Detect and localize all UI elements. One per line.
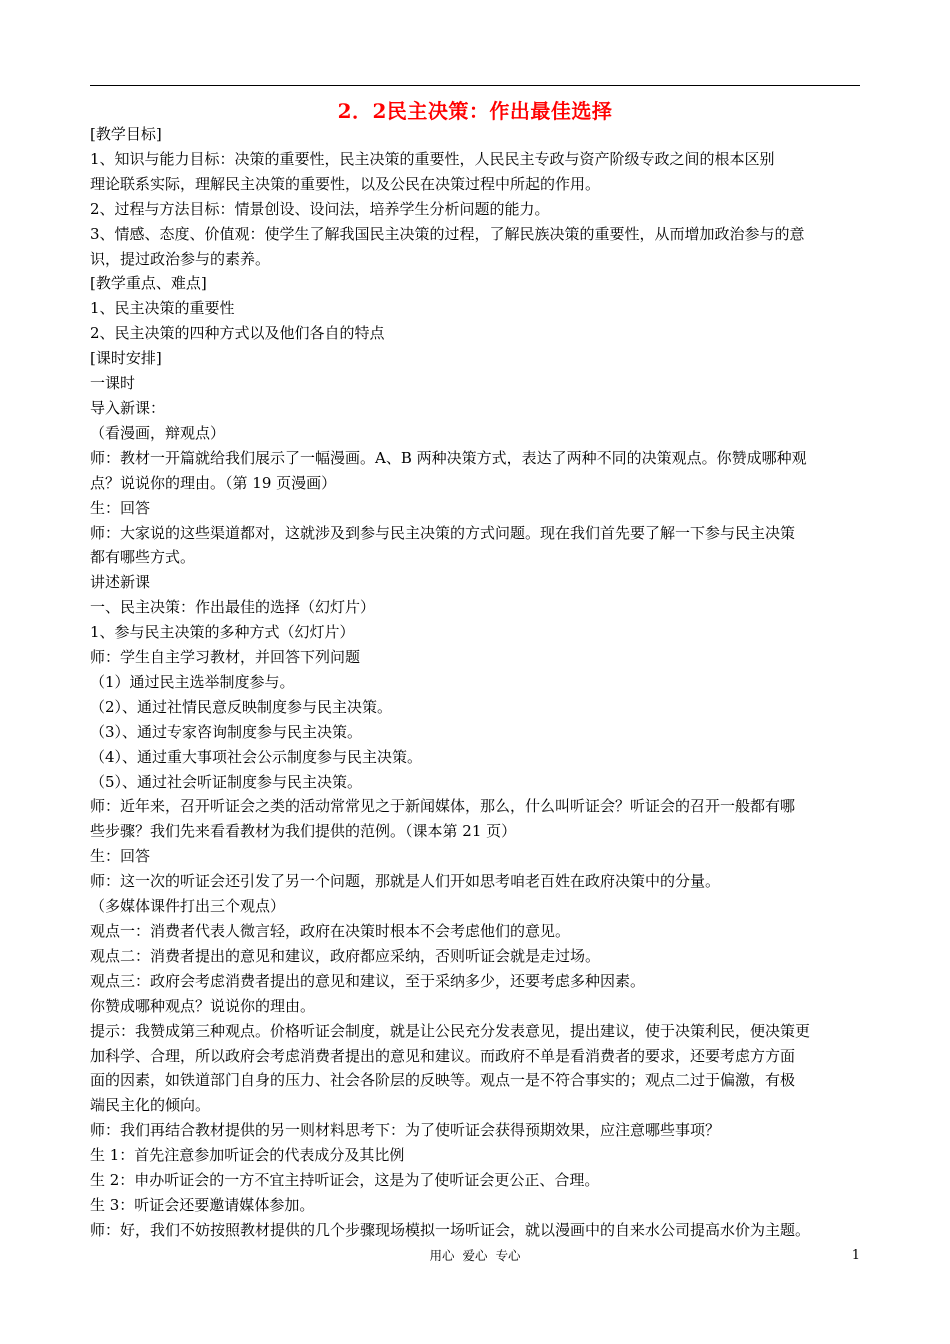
body-line: 一课时 bbox=[90, 374, 136, 393]
body-line: 师：教材一开篇就给我们展示了一幅漫画。A、B 两种决策方式，表达了两种不同的决策观点。你赞成哪种观 bbox=[90, 448, 807, 467]
body-line: 生 1：首先注意参加听证会的代表成分及其比例 bbox=[90, 1146, 405, 1165]
body-line: 都有哪些方式。 bbox=[90, 548, 196, 567]
document-title: 2．2民主决策：作出最佳选择 bbox=[337, 99, 613, 123]
body-line: 师：这一次的听证会还引发了另一个问题，那就是人们开如思考咱老百姓在政府决策中的分量。 bbox=[90, 872, 721, 891]
body-line: 点？说说你的理由。（第 19 页漫画） bbox=[90, 473, 337, 492]
body-line: 2、民主决策的四种方式以及他们各自的特点 bbox=[90, 324, 385, 343]
body-line: 观点二：消费者提出的意见和建议，政府都应采纳，否则听证会就是走过场。 bbox=[90, 946, 601, 965]
body-line: 导入新课： bbox=[90, 398, 166, 417]
body-line: 生：回答 bbox=[90, 498, 151, 517]
body-line: 师：近年来，召开听证会之类的活动常常见之于新闻媒体，那么，什么叫听证会？听证会的召开一般都有哪 bbox=[90, 797, 796, 816]
body-line: 生 2：申办听证会的一方不宜主持听证会，这是为了使听证会更公正、合理。 bbox=[90, 1171, 600, 1190]
body-line: （2）、通过社情民意反映制度参与民主决策。 bbox=[90, 697, 393, 716]
page-number: 1 bbox=[851, 1248, 860, 1263]
body-line: 生：回答 bbox=[90, 847, 151, 866]
header-rule bbox=[90, 85, 860, 86]
body-line: [教学重点、难点] bbox=[90, 274, 207, 293]
footer-text: 用心 爱心 专心 bbox=[429, 1248, 521, 1263]
body-line: 端民主化的倾向。 bbox=[90, 1096, 211, 1115]
body-line: 师：好，我们不妨按照教材提供的几个步骤现场模拟一场听证会，就以漫画中的自来水公司提高水价为主题。 bbox=[90, 1220, 811, 1239]
body-line: 师：学生自主学习教材，并回答下列问题 bbox=[90, 648, 361, 667]
body-line: [教学目标] bbox=[90, 125, 162, 143]
body-line: （1）通过民主选举制度参与。 bbox=[90, 672, 295, 691]
body-line: 1、民主决策的重要性 bbox=[90, 299, 235, 318]
body-line: （多媒体课件打出三个观点） bbox=[90, 897, 286, 916]
body-line: [课时安排] bbox=[90, 349, 162, 368]
body-line: 理论联系实际，理解民主决策的重要性，以及公民在决策过程中所起的作用。 bbox=[90, 174, 601, 193]
body-line: 3、情感、态度、价值观：使学生了解我国民主决策的过程，了解民族决策的重要性，从而增加政治参与的意 bbox=[90, 224, 805, 243]
document-body bbox=[90, 122, 862, 1243]
body-line: 师：我们再结合教材提供的另一则材料思考下：为了使听证会获得预期效果，应注意哪些事项？ bbox=[90, 1121, 721, 1140]
body-line: 些步骤？我们先来看看教材为我们提供的范例。（课本第 21 页） bbox=[90, 822, 517, 841]
body-line: 生 3：听证会还要邀请媒体参加。 bbox=[90, 1195, 315, 1214]
body-line: （3）、通过专家咨询制度参与民主决策。 bbox=[90, 722, 363, 741]
body-line: 讲述新课 bbox=[90, 573, 151, 592]
body-line: 1、参与民主决策的多种方式（幻灯片） bbox=[90, 623, 355, 642]
body-line: 提示：我赞成第三种观点。价格听证会制度，就是让公民充分发表意见，提出建议，使于决策利民，便决策更 bbox=[90, 1021, 811, 1040]
body-line: （4）、通过重大事项社会公示制度参与民主决策。 bbox=[90, 747, 423, 766]
body-line: 面的因素，如铁道部门自身的压力、社会各阶层的反映等。观点一是不符合事实的；观点二过于偏激，有极 bbox=[90, 1071, 796, 1090]
body-line: 1、知识与能力目标：决策的重要性，民主决策的重要性，人民民主专政与资产阶级专政之间的根本区别 bbox=[90, 149, 775, 168]
body-line: 识，提过政治参与的素养。 bbox=[90, 249, 271, 268]
body-line: 观点一：消费者代表人微言轻，政府在决策时根本不会考虑他们的意见。 bbox=[90, 922, 571, 940]
body-line: （看漫画，辩观点） bbox=[90, 423, 226, 442]
body-line: 加科学、合理，所以政府会考虑消费者提出的意见和建议。而政府不单是看消费者的要求，还要考虑方方面 bbox=[90, 1046, 796, 1065]
body-line: 一、民主决策：作出最佳的选择（幻灯片） bbox=[90, 598, 376, 617]
body-line: 你赞成哪种观点？说说你的理由。 bbox=[90, 996, 316, 1015]
body-line: （5）、通过社会听证制度参与民主决策。 bbox=[90, 772, 363, 791]
body-line: 2、过程与方法目标：情景创设、设问法，培养学生分析问题的能力。 bbox=[90, 199, 550, 218]
body-line: 师：大家说的这些渠道都对，这就涉及到参与民主决策的方式问题。现在我们首先要了解一下参与民主决策 bbox=[90, 523, 796, 542]
body-line: 观点三：政府会考虑消费者提出的意见和建议，至于采纳多少，还要考虑多种因素。 bbox=[90, 971, 646, 990]
